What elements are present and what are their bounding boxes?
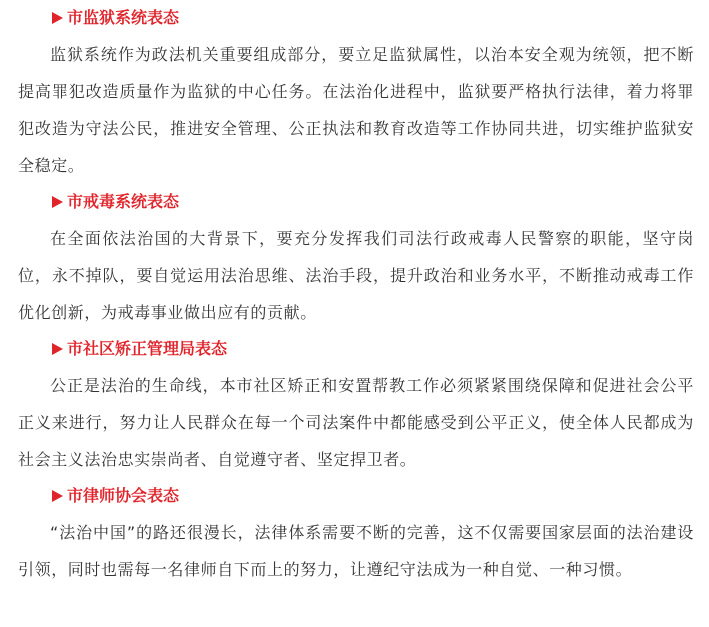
article-content (18, 0, 694, 588)
triangle-right-icon (52, 343, 63, 355)
triangle-right-icon (52, 12, 63, 24)
section-heading (52, 331, 694, 367)
section-heading-text: 市监狱系统表态 (67, 8, 180, 27)
section-drug-rehab-system (18, 184, 694, 331)
section-community-correction (18, 331, 694, 478)
section-lawyers-association (18, 478, 694, 588)
section-heading-text: 市律师协会表态 (67, 486, 180, 505)
section-heading-text: 市社区矫正管理局表态 (67, 339, 228, 358)
section-heading (52, 0, 694, 36)
triangle-right-icon (52, 490, 63, 502)
section-heading-text: 市戒毒系统表态 (67, 192, 180, 211)
section-heading (52, 478, 694, 514)
section-paragraph: “法治中国”的路还很漫长，法律体系需要不断的完善，这不仅需要国家层面的法治建设引领，同时也需每一名律师自下而上的努力，让遵纪守法成为一种自觉、一种习惯。 (18, 523, 694, 579)
section-prison-system (18, 0, 694, 184)
section-paragraph: 在全面依法治国的大背景下，要充分发挥我们司法行政戒毒人民警察的职能，坚守岗位，永不掉队，要自觉运用法治思维、法治手段，提升政治和业务水平，不断推动戒毒工作优化创新，为戒毒事业做出应有的贡献。 (18, 229, 694, 322)
section-heading (52, 184, 694, 220)
section-paragraph: 公正是法治的生命线，本市社区矫正和安置帮教工作必须紧紧围绕保障和促进社会公平正义来进行，努力让人民群众在每一个司法案件中都能感受到公平正义，使全体人民都成为社会主义法治忠实崇尚者、自觉遵守者、坚定捍卫者。 (18, 376, 694, 469)
triangle-right-icon (52, 196, 63, 208)
section-paragraph: 监狱系统作为政法机关重要组成部分，要立足监狱属性，以治本安全观为统领，把不断提高罪犯改造质量作为监狱的中心任务。在法治化进程中，监狱要严格执行法律，着力将罪犯改造为守法公民，推进安全管理、公正执法和教育改造等工作协同共进，切实维护监狱安全稳定。 (18, 45, 694, 175)
